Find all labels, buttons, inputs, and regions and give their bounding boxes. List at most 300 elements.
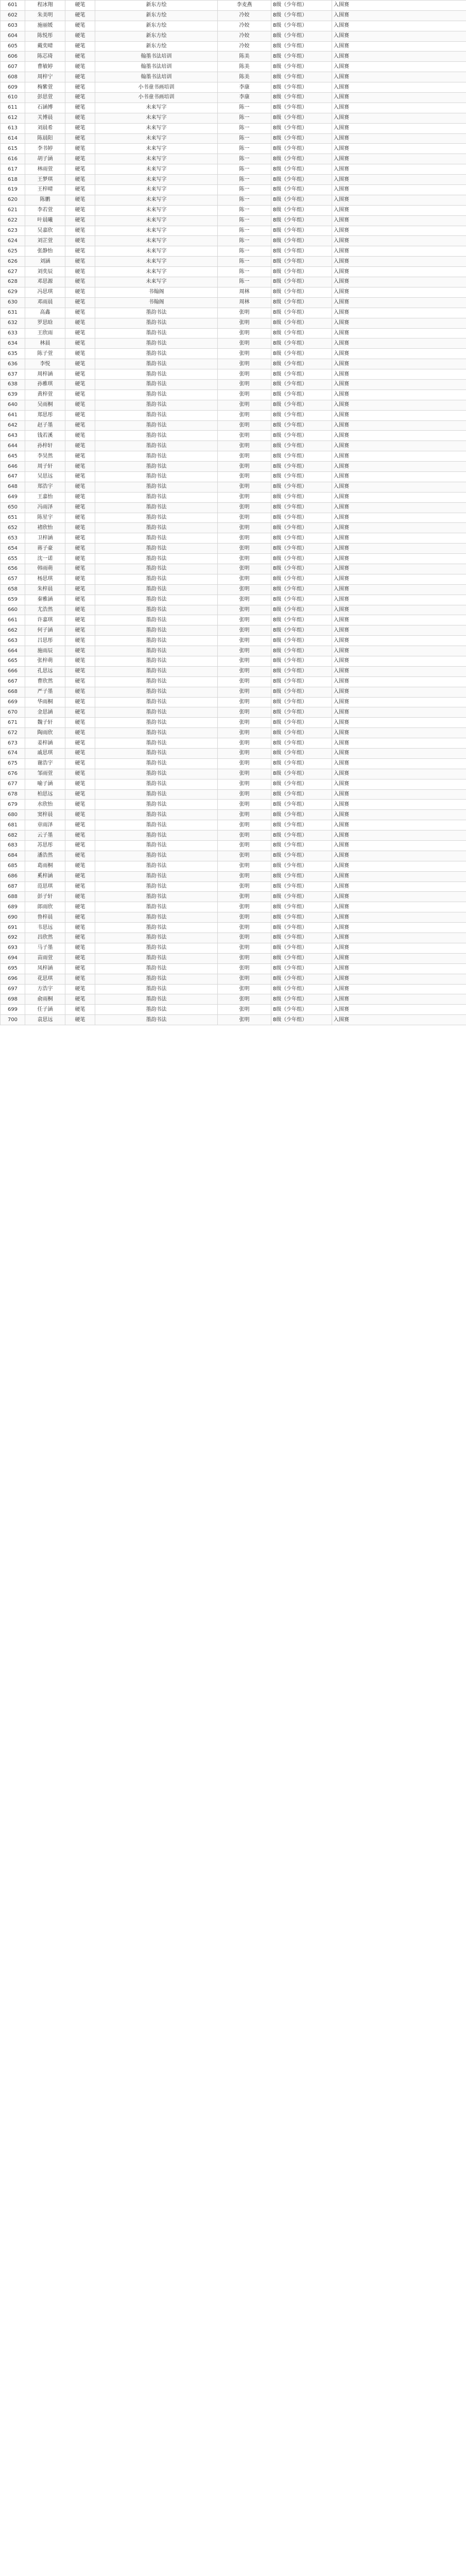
institution-cell: 墨韵书法: [95, 533, 218, 544]
result-status-cell: 入围赛: [332, 912, 466, 923]
institution-cell: 墨韵书法: [95, 974, 218, 984]
grade-level-cell: 8级（少年组）: [271, 769, 332, 779]
institution-cell: 书翰阁: [95, 287, 218, 297]
student-name-cell: 陈鹏: [25, 195, 65, 205]
teacher-name-cell: 张明: [218, 328, 271, 338]
student-name-cell: 冯思琪: [25, 287, 65, 297]
category-cell: 硬笔: [65, 758, 95, 769]
teacher-name-cell: 张明: [218, 882, 271, 892]
result-status-cell: 入围赛: [332, 687, 466, 697]
result-status-cell: 入围赛: [332, 52, 466, 62]
category-cell: 硬笔: [65, 420, 95, 431]
row-number-cell: 619: [1, 185, 25, 195]
table-row: [1, 718, 466, 728]
grade-level-cell: 8级（少年组）: [271, 441, 332, 451]
institution-cell: 翰墨书法培训: [95, 72, 218, 82]
grade-level-cell: 8级（少年组）: [271, 389, 332, 400]
table-row: [1, 800, 466, 810]
table-row: [1, 10, 466, 21]
student-name-cell: 秦雅涵: [25, 595, 65, 605]
row-number-cell: 649: [1, 492, 25, 502]
table-row: [1, 994, 466, 1005]
table-row: [1, 892, 466, 902]
result-status-cell: 入围赛: [332, 769, 466, 779]
category-cell: 硬笔: [65, 861, 95, 871]
grade-level-cell: 8级（少年组）: [271, 800, 332, 810]
row-number-cell: 658: [1, 584, 25, 595]
category-cell: 硬笔: [65, 574, 95, 584]
row-number-cell: 678: [1, 789, 25, 800]
result-status-cell: 入围赛: [332, 738, 466, 749]
result-status-cell: 入围赛: [332, 513, 466, 523]
table-row: [1, 287, 466, 297]
result-status-cell: 入围赛: [332, 277, 466, 287]
row-number-cell: 614: [1, 133, 25, 144]
grade-level-cell: 8级（少年组）: [271, 738, 332, 749]
result-status-cell: 入围赛: [332, 82, 466, 93]
table-row: [1, 953, 466, 963]
teacher-name-cell: 张明: [218, 943, 271, 953]
institution-cell: 墨韵书法: [95, 646, 218, 656]
category-cell: 硬笔: [65, 10, 95, 21]
table-row: [1, 974, 466, 984]
institution-cell: 墨韵书法: [95, 554, 218, 564]
teacher-name-cell: 陈一: [218, 215, 271, 226]
teacher-name-cell: 张明: [218, 492, 271, 502]
result-status-cell: 入围赛: [332, 923, 466, 933]
row-number-cell: 694: [1, 953, 25, 963]
institution-cell: 墨韵书法: [95, 389, 218, 400]
row-number-cell: 607: [1, 62, 25, 72]
teacher-name-cell: 张明: [218, 605, 271, 615]
category-cell: 硬笔: [65, 963, 95, 974]
category-cell: 硬笔: [65, 912, 95, 923]
institution-cell: 未来写字: [95, 144, 218, 154]
student-name-cell: 陈芯琦: [25, 52, 65, 62]
teacher-name-cell: 张明: [218, 502, 271, 513]
result-status-cell: 入围赛: [332, 349, 466, 359]
grade-level-cell: 8级（少年组）: [271, 410, 332, 420]
category-cell: 硬笔: [65, 902, 95, 912]
teacher-name-cell: 陈一: [218, 164, 271, 175]
row-number-cell: 644: [1, 441, 25, 451]
institution-cell: 墨韵书法: [95, 523, 218, 533]
teacher-name-cell: 张明: [218, 533, 271, 544]
teacher-name-cell: 陈一: [218, 144, 271, 154]
table-row: [1, 687, 466, 697]
result-status-cell: 入围赛: [332, 462, 466, 472]
student-name-cell: 曹敏婷: [25, 62, 65, 72]
table-row: [1, 267, 466, 277]
category-cell: 硬笔: [65, 471, 95, 482]
row-number-cell: 699: [1, 1005, 25, 1015]
student-name-cell: 窦梓晨: [25, 810, 65, 820]
grade-level-cell: 8级（少年组）: [271, 451, 332, 462]
row-number-cell: 700: [1, 1015, 25, 1025]
row-number-cell: 660: [1, 605, 25, 615]
grade-level-cell: 8级（少年组）: [271, 318, 332, 328]
grade-level-cell: 8级（少年组）: [271, 400, 332, 410]
grade-level-cell: 8级（少年组）: [271, 287, 332, 297]
grade-level-cell: 8级（少年组）: [271, 831, 332, 841]
institution-cell: 墨韵书法: [95, 615, 218, 625]
row-number-cell: 685: [1, 861, 25, 871]
category-cell: 硬笔: [65, 431, 95, 441]
institution-cell: 新东方绘: [95, 41, 218, 52]
student-name-cell: 俞雨桐: [25, 994, 65, 1005]
institution-cell: 墨韵书法: [95, 605, 218, 615]
student-name-cell: 魏子轩: [25, 718, 65, 728]
student-name-cell: 褚欣怡: [25, 523, 65, 533]
table-row: [1, 666, 466, 676]
grade-level-cell: 8级（少年组）: [271, 277, 332, 287]
category-cell: 硬笔: [65, 277, 95, 287]
results-sheet: [0, 0, 466, 1025]
institution-cell: 墨韵书法: [95, 882, 218, 892]
student-name-cell: 陈星宇: [25, 513, 65, 523]
row-number-cell: 612: [1, 113, 25, 123]
student-name-cell: 施雨辰: [25, 646, 65, 656]
row-number-cell: 666: [1, 666, 25, 676]
student-name-cell: 范思琪: [25, 882, 65, 892]
category-cell: 硬笔: [65, 236, 95, 246]
category-cell: 硬笔: [65, 103, 95, 113]
table-row: [1, 62, 466, 72]
category-cell: 硬笔: [65, 318, 95, 328]
institution-cell: 未来写字: [95, 123, 218, 133]
category-cell: 硬笔: [65, 31, 95, 41]
teacher-name-cell: 李康: [218, 93, 271, 103]
category-cell: 硬笔: [65, 62, 95, 72]
category-cell: 硬笔: [65, 933, 95, 943]
grade-level-cell: 8级（少年组）: [271, 697, 332, 707]
teacher-name-cell: 张明: [218, 810, 271, 820]
row-number-cell: 646: [1, 462, 25, 472]
teacher-name-cell: 张明: [218, 584, 271, 595]
table-row: [1, 410, 466, 420]
result-status-cell: 入围赛: [332, 1015, 466, 1025]
row-number-cell: 690: [1, 912, 25, 923]
grade-level-cell: 8级（少年组）: [271, 175, 332, 185]
result-status-cell: 入围赛: [332, 605, 466, 615]
result-status-cell: 入围赛: [332, 574, 466, 584]
teacher-name-cell: 陈美: [218, 72, 271, 82]
student-name-cell: 郎雨欣: [25, 902, 65, 912]
institution-cell: 墨韵书法: [95, 584, 218, 595]
row-number-cell: 675: [1, 758, 25, 769]
grade-level-cell: 8级（少年组）: [271, 154, 332, 164]
category-cell: 硬笔: [65, 994, 95, 1005]
student-name-cell: 花思琪: [25, 974, 65, 984]
row-number-cell: 610: [1, 93, 25, 103]
category-cell: 硬笔: [65, 369, 95, 380]
grade-level-cell: 8级（少年组）: [271, 810, 332, 820]
student-name-cell: 云子墨: [25, 831, 65, 841]
category-cell: 硬笔: [65, 185, 95, 195]
table-row: [1, 769, 466, 779]
teacher-name-cell: 陈一: [218, 185, 271, 195]
grade-level-cell: 8级（少年组）: [271, 892, 332, 902]
institution-cell: 墨韵书法: [95, 871, 218, 882]
student-name-cell: 姜梓涵: [25, 738, 65, 749]
student-name-cell: 吴思远: [25, 471, 65, 482]
result-status-cell: 入围赛: [332, 943, 466, 953]
table-row: [1, 513, 466, 523]
table-row: [1, 103, 466, 113]
table-row: [1, 21, 466, 31]
grade-level-cell: 8级（少年组）: [271, 943, 332, 953]
student-name-cell: 陈子萱: [25, 349, 65, 359]
grade-level-cell: 8级（少年组）: [271, 758, 332, 769]
institution-cell: 墨韵书法: [95, 697, 218, 707]
teacher-name-cell: 张明: [218, 471, 271, 482]
student-name-cell: 戴奕晴: [25, 41, 65, 52]
institution-cell: 墨韵书法: [95, 502, 218, 513]
result-status-cell: 入围赛: [332, 123, 466, 133]
table-row: [1, 564, 466, 574]
category-cell: 硬笔: [65, 584, 95, 595]
row-number-cell: 643: [1, 431, 25, 441]
table-row: [1, 554, 466, 564]
teacher-name-cell: 陈一: [218, 277, 271, 287]
category-cell: 硬笔: [65, 257, 95, 267]
row-number-cell: 674: [1, 749, 25, 759]
table-row: [1, 615, 466, 625]
row-number-cell: 618: [1, 175, 25, 185]
student-name-cell: 何子涵: [25, 625, 65, 636]
row-number-cell: 677: [1, 779, 25, 789]
institution-cell: 墨韵书法: [95, 595, 218, 605]
institution-cell: 墨韵书法: [95, 831, 218, 841]
results-table-body: [1, 1, 466, 1025]
student-name-cell: 林晨: [25, 338, 65, 349]
teacher-name-cell: 陈一: [218, 226, 271, 236]
row-number-cell: 606: [1, 52, 25, 62]
result-status-cell: 入围赛: [332, 267, 466, 277]
institution-cell: 墨韵书法: [95, 482, 218, 492]
result-status-cell: 入围赛: [332, 246, 466, 257]
result-status-cell: 入围赛: [332, 287, 466, 297]
grade-level-cell: 8级（少年组）: [271, 728, 332, 738]
teacher-name-cell: 张明: [218, 994, 271, 1005]
institution-cell: 墨韵书法: [95, 912, 218, 923]
row-number-cell: 653: [1, 533, 25, 544]
category-cell: 硬笔: [65, 226, 95, 236]
institution-cell: 未来写字: [95, 257, 218, 267]
teacher-name-cell: 张明: [218, 861, 271, 871]
teacher-name-cell: 张明: [218, 451, 271, 462]
category-cell: 硬笔: [65, 338, 95, 349]
category-cell: 硬笔: [65, 462, 95, 472]
result-status-cell: 入围赛: [332, 984, 466, 994]
result-status-cell: 入围赛: [332, 441, 466, 451]
table-row: [1, 523, 466, 533]
result-status-cell: 入围赛: [332, 72, 466, 82]
grade-level-cell: 8级（少年组）: [271, 646, 332, 656]
grade-level-cell: 8级（少年组）: [271, 502, 332, 513]
grade-level-cell: 8级（少年组）: [271, 953, 332, 963]
institution-cell: 新东方绘: [95, 1, 218, 11]
student-name-cell: 王嘉怡: [25, 492, 65, 502]
table-row: [1, 236, 466, 246]
grade-level-cell: 8级（少年组）: [271, 246, 332, 257]
grade-level-cell: 8级（少年组）: [271, 492, 332, 502]
teacher-name-cell: 张明: [218, 349, 271, 359]
table-row: [1, 41, 466, 52]
row-number-cell: 687: [1, 882, 25, 892]
institution-cell: 墨韵书法: [95, 420, 218, 431]
grade-level-cell: 8级（少年组）: [271, 379, 332, 389]
category-cell: 硬笔: [65, 769, 95, 779]
table-row: [1, 625, 466, 636]
student-name-cell: 朱美明: [25, 10, 65, 21]
teacher-name-cell: 张明: [218, 523, 271, 533]
category-cell: 硬笔: [65, 205, 95, 215]
student-name-cell: 李昊然: [25, 451, 65, 462]
category-cell: 硬笔: [65, 656, 95, 667]
category-cell: 硬笔: [65, 175, 95, 185]
category-cell: 硬笔: [65, 892, 95, 902]
student-name-cell: 梅紫萱: [25, 82, 65, 93]
result-status-cell: 入围赛: [332, 789, 466, 800]
result-status-cell: 入围赛: [332, 144, 466, 154]
teacher-name-cell: 陈一: [218, 205, 271, 215]
grade-level-cell: 8级（少年组）: [271, 554, 332, 564]
grade-level-cell: 8级（少年组）: [271, 523, 332, 533]
grade-level-cell: 8级（少年组）: [271, 595, 332, 605]
table-row: [1, 912, 466, 923]
grade-level-cell: 8级（少年组）: [271, 544, 332, 554]
result-status-cell: 入围赛: [332, 994, 466, 1005]
result-status-cell: 入围赛: [332, 974, 466, 984]
result-status-cell: 入围赛: [332, 871, 466, 882]
grade-level-cell: 8级（少年组）: [271, 882, 332, 892]
category-cell: 硬笔: [65, 625, 95, 636]
category-cell: 硬笔: [65, 882, 95, 892]
teacher-name-cell: 陈一: [218, 195, 271, 205]
student-name-cell: 许嘉琪: [25, 615, 65, 625]
result-status-cell: 入围赛: [332, 595, 466, 605]
category-cell: 硬笔: [65, 676, 95, 687]
table-row: [1, 749, 466, 759]
table-row: [1, 338, 466, 349]
institution-cell: 翰墨书法培训: [95, 62, 218, 72]
result-status-cell: 入围赛: [332, 502, 466, 513]
teacher-name-cell: 张明: [218, 544, 271, 554]
category-cell: 硬笔: [65, 595, 95, 605]
institution-cell: 墨韵书法: [95, 953, 218, 963]
row-number-cell: 603: [1, 21, 25, 31]
result-status-cell: 入围赛: [332, 369, 466, 380]
row-number-cell: 641: [1, 410, 25, 420]
student-name-cell: 韦思远: [25, 923, 65, 933]
table-row: [1, 492, 466, 502]
result-status-cell: 入围赛: [332, 185, 466, 195]
student-name-cell: 李悦: [25, 359, 65, 369]
student-name-cell: 钱若溪: [25, 431, 65, 441]
teacher-name-cell: 冷姣: [218, 41, 271, 52]
table-row: [1, 943, 466, 953]
row-number-cell: 609: [1, 82, 25, 93]
row-number-cell: 620: [1, 195, 25, 205]
student-name-cell: 孙雅琪: [25, 379, 65, 389]
teacher-name-cell: 张明: [218, 963, 271, 974]
institution-cell: 墨韵书法: [95, 800, 218, 810]
teacher-name-cell: 陈一: [218, 257, 271, 267]
table-row: [1, 31, 466, 41]
teacher-name-cell: 张明: [218, 789, 271, 800]
student-name-cell: 程冰翔: [25, 1, 65, 11]
institution-cell: 墨韵书法: [95, 636, 218, 646]
student-name-cell: 袁思远: [25, 1015, 65, 1025]
category-cell: 硬笔: [65, 113, 95, 123]
category-cell: 硬笔: [65, 410, 95, 420]
table-row: [1, 861, 466, 871]
grade-level-cell: 8级（少年组）: [271, 707, 332, 718]
institution-cell: 墨韵书法: [95, 738, 218, 749]
result-status-cell: 入围赛: [332, 93, 466, 103]
table-row: [1, 676, 466, 687]
student-name-cell: 吴雨桐: [25, 400, 65, 410]
student-name-cell: 周梓涵: [25, 369, 65, 380]
row-number-cell: 623: [1, 226, 25, 236]
category-cell: 硬笔: [65, 287, 95, 297]
grade-level-cell: 8级（少年组）: [271, 912, 332, 923]
category-cell: 硬笔: [65, 154, 95, 164]
student-name-cell: 马子墨: [25, 943, 65, 953]
result-status-cell: 入围赛: [332, 236, 466, 246]
row-number-cell: 639: [1, 389, 25, 400]
row-number-cell: 670: [1, 707, 25, 718]
table-row: [1, 574, 466, 584]
student-name-cell: 石涵博: [25, 103, 65, 113]
table-row: [1, 257, 466, 267]
teacher-name-cell: 张明: [218, 431, 271, 441]
institution-cell: 墨韵书法: [95, 564, 218, 574]
results-table: [0, 0, 466, 1025]
teacher-name-cell: 张明: [218, 308, 271, 318]
result-status-cell: 入围赛: [332, 338, 466, 349]
category-cell: 硬笔: [65, 133, 95, 144]
teacher-name-cell: 陈一: [218, 246, 271, 257]
result-status-cell: 入围赛: [332, 215, 466, 226]
category-cell: 硬笔: [65, 21, 95, 31]
teacher-name-cell: 李康: [218, 82, 271, 93]
table-row: [1, 318, 466, 328]
category-cell: 硬笔: [65, 1, 95, 11]
category-cell: 硬笔: [65, 707, 95, 718]
teacher-name-cell: 张明: [218, 841, 271, 851]
table-row: [1, 851, 466, 861]
row-number-cell: 680: [1, 810, 25, 820]
student-name-cell: 李书婷: [25, 144, 65, 154]
institution-cell: 墨韵书法: [95, 851, 218, 861]
table-row: [1, 482, 466, 492]
result-status-cell: 入围赛: [332, 933, 466, 943]
student-name-cell: 周子轩: [25, 462, 65, 472]
teacher-name-cell: 张明: [218, 758, 271, 769]
result-status-cell: 入围赛: [332, 718, 466, 728]
table-row: [1, 471, 466, 482]
table-row: [1, 544, 466, 554]
institution-cell: 墨韵书法: [95, 779, 218, 789]
student-name-cell: 周梓宁: [25, 72, 65, 82]
student-name-cell: 陈晨阳: [25, 133, 65, 144]
category-cell: 硬笔: [65, 646, 95, 656]
category-cell: 硬笔: [65, 697, 95, 707]
student-name-cell: 吴嘉欣: [25, 226, 65, 236]
grade-level-cell: 8级（少年组）: [271, 123, 332, 133]
